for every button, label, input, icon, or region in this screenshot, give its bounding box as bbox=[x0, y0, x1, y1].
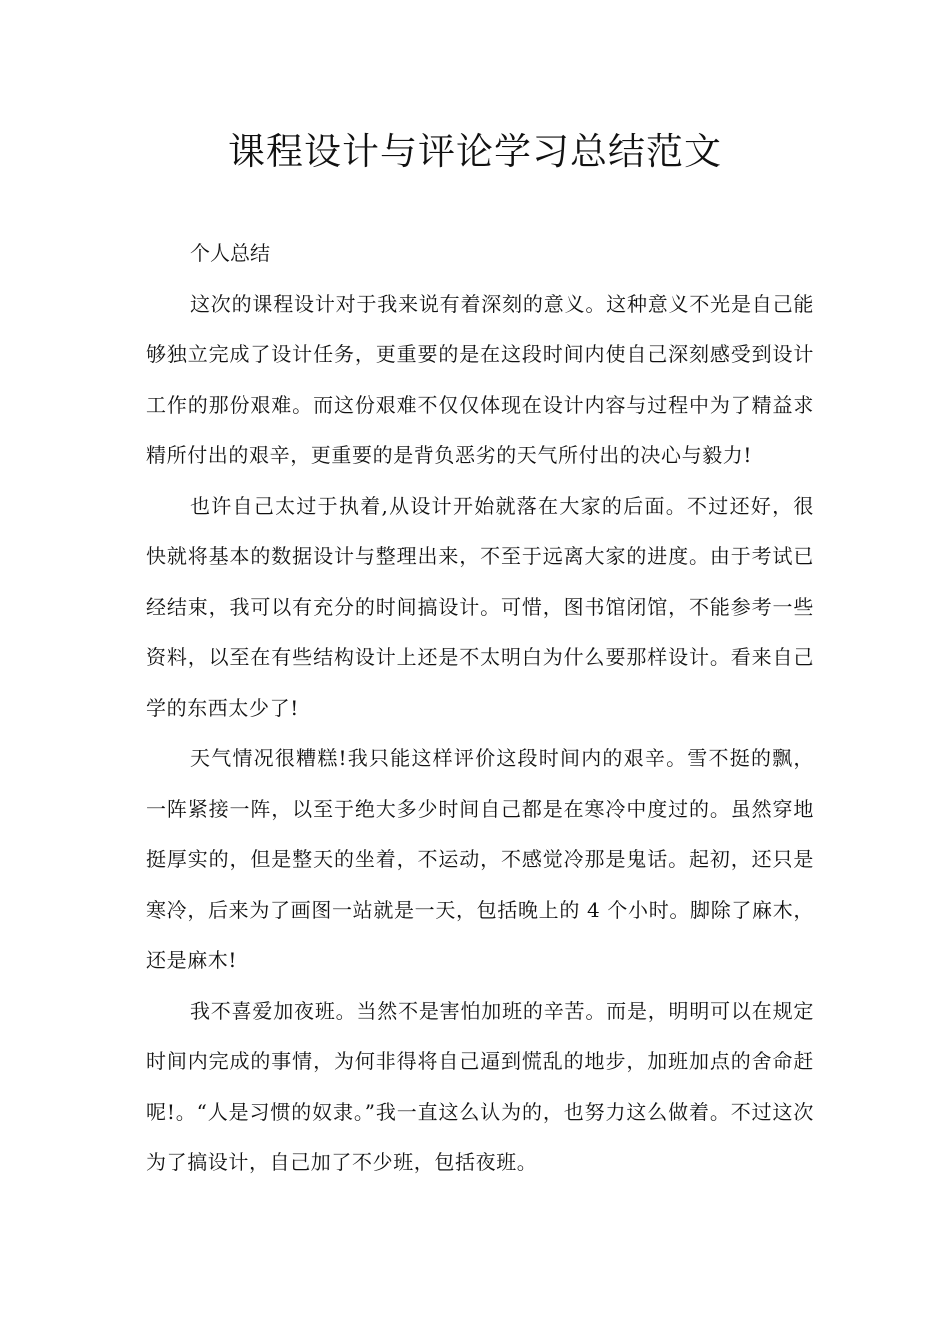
paragraph: 也许自己太过于执着,从设计开始就落在大家的后面。不过还好，很快就将基本的数据设计与整理出来，不至于远离大家的进度。由于考试已经结束，我可以有充分的时间搞设计。可惜，图书馆闭馆，不能参考一些资料，以至在有些结构设计上还是不太明白为什么要那样设计。看来自己学的东西太少了! bbox=[146, 493, 814, 720]
section-label: 个人总结 bbox=[190, 241, 270, 265]
document-title: 课程设计与评论学习总结范文 bbox=[228, 130, 722, 173]
paragraph: 这次的课程设计对于我来说有着深刻的意义。这种意义不光是自己能够独立完成了设计任务，更重要的是在这段时间内使自己深刻感受到设计工作的那份艰难。而这份艰难不仅仅体现在设计内容与过程中为了精益求精所付出的艰辛，更重要的是背负恶劣的天气所付出的决心与毅力! bbox=[146, 291, 814, 467]
paragraph: 天气情况很糟糕!我只能这样评价这段时间内的艰辛。雪不挺的飘，一阵紧接一阵，以至于绝大多少时间自己都是在寒冷中度过的。虽然穿地挺厚实的，但是整天的坐着，不运动，不感觉冷那是鬼话。起初，还只是寒冷，后来为了画图一站就是一天，包括晚上的 4 个小时。脚除了麻木，还是麻木! bbox=[146, 746, 814, 972]
document-body bbox=[146, 228, 814, 1188]
paragraph: 我不喜爱加夜班。当然不是害怕加班的辛苦。而是，明明可以在规定时间内完成的事情，为何非得将自己逼到慌乱的地步，加班加点的舍命赶呢!。“人是习惯的奴隶。”我一直这么认为的，也努力这么做着。不过这次为了搞设计，自己加了不少班，包括夜班。 bbox=[146, 998, 814, 1174]
